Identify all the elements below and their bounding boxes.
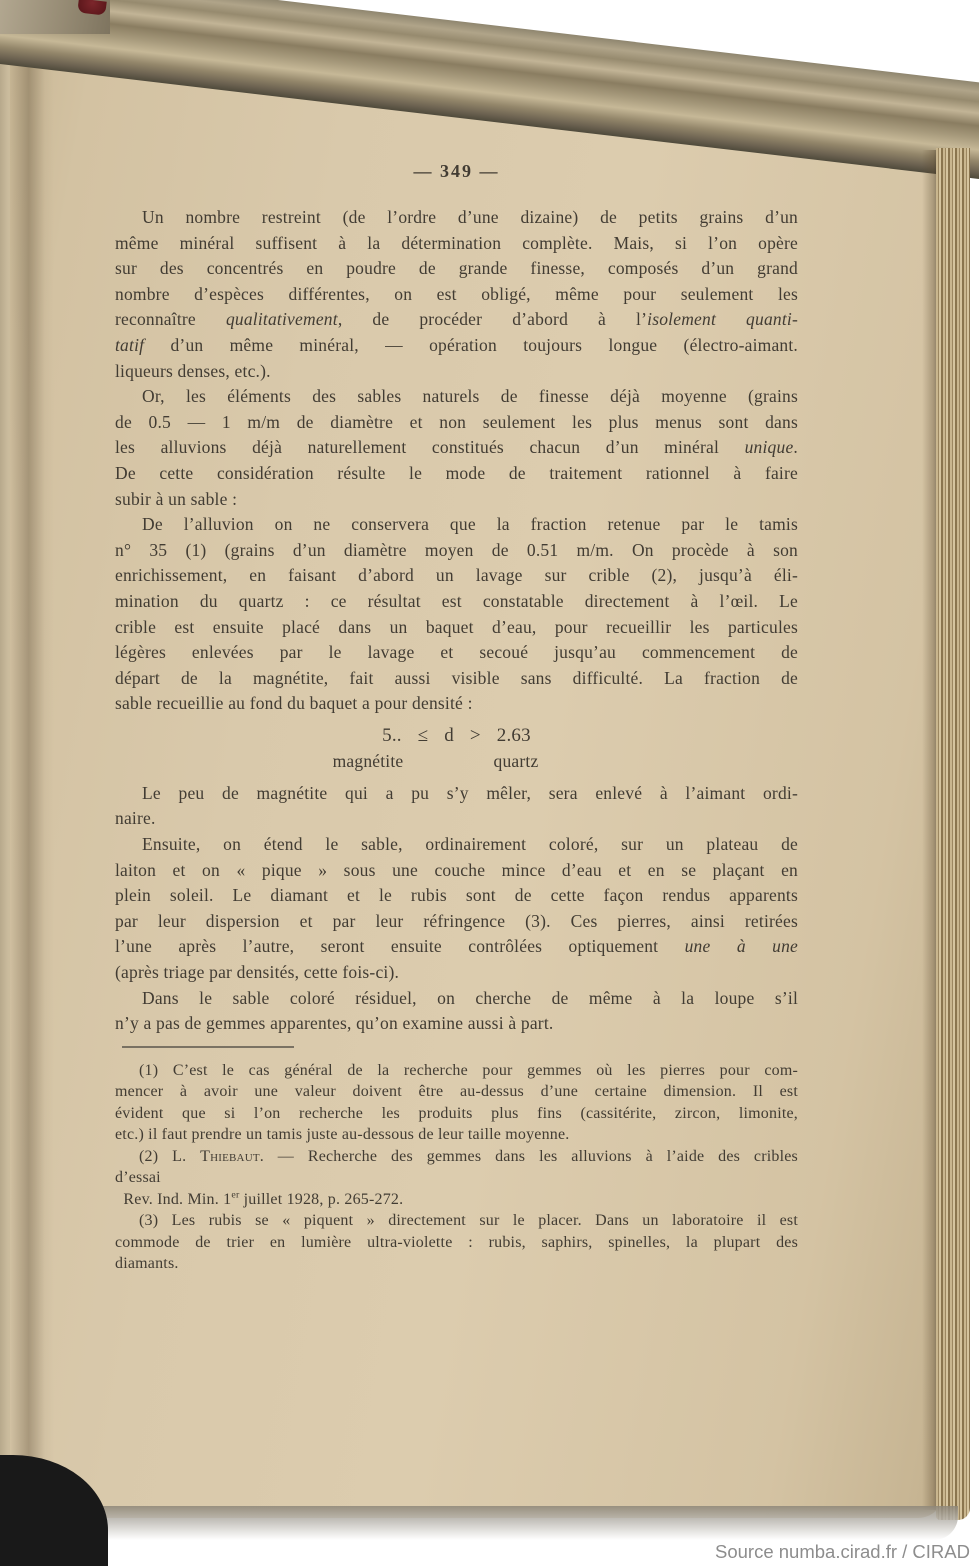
text-line: enrichissement, en faisant d’abord un lavage sur crible (2), jusqu’à éli-	[115, 565, 798, 586]
footnote-3	[115, 1210, 798, 1275]
text-line: De cette considération résulte le mode de traitement rationnel à faire	[115, 462, 798, 483]
paragraph-4	[115, 781, 798, 832]
page-text-block	[115, 158, 798, 1275]
text-line: de 0.5 — 1 m/m de diamètre et non seulement les plus menus sont dans	[115, 411, 798, 432]
text-line: légères enlevées par le lavage et secoué jusqu’au commencement de	[115, 642, 798, 663]
text-line: Or, les éléments des sables naturels de finesse déjà moyenne (grains	[142, 386, 798, 407]
paragraph-6	[115, 986, 798, 1037]
text-line: Un nombre restreint (de l’ordre d’une dizaine) de petits grains d’un	[142, 207, 798, 227]
text-line: sur des concentrés en poudre de grande finesse, composés d’un grand	[115, 258, 798, 279]
paragraph-1	[115, 205, 798, 384]
text-line: Dans le sable coloré résiduel, on cherche de même à la loupe s’il	[142, 987, 798, 1008]
source-watermark: Source numba.cirad.fr / CIRAD	[715, 1541, 970, 1562]
text-line: n° 35 (1) (grains d’un diamètre moyen de 0.51 m/m. On procède à son	[115, 539, 798, 560]
paragraph-2	[115, 384, 798, 512]
text-line: diamants.	[115, 1255, 179, 1273]
text-line: commode de trier en lumière ultra-violette : rubis, saphirs, spinelles, la plupart des	[115, 1233, 798, 1251]
text-line: sable recueillie au fond du baquet a pour densité :	[115, 693, 473, 714]
text-line: crible est ensuite placé dans un baquet d’eau, pour recueillir les particules	[115, 616, 798, 637]
text-line: l’une après l’autre, seront ensuite contrôlées optiquement une à une	[115, 936, 799, 957]
text-line: De l’alluvion on ne conservera que la fraction retenue par le tamis	[142, 514, 798, 535]
text-line: Le peu de magnétite qui a pu s’y mêler, sera enlevé à l’aimant ordi-	[142, 782, 798, 803]
text-line: Ensuite, on étend le sable, ordinairement coloré, sur un plateau de	[142, 834, 798, 855]
footnote-2	[115, 1146, 798, 1211]
text-line: naire.	[115, 808, 156, 829]
text-line: (3) Les rubis se « piquent » directement sur le placer. Dans un laboratoire il est	[139, 1212, 798, 1230]
text-line: nombre d’espèces différentes, on est obligé, même pour seulement les	[115, 283, 798, 304]
formula-labels	[115, 749, 798, 773]
text-line: (après triage par densités, cette fois-ci).	[115, 962, 400, 983]
text-line: n’y a pas de gemmes apparentes, qu’on examine aussi à part.	[115, 1013, 554, 1034]
footnote-separator-rule	[122, 1046, 294, 1048]
text-line: Rev. Ind. Min. 1er juillet 1928, p. 265-272.	[115, 1189, 404, 1208]
footnote-1	[115, 1060, 798, 1146]
text-line: les alluvions déjà naturellement constitués chacun d’un minéral unique.	[115, 437, 798, 458]
text-line: etc.) il faut prendre un tamis juste au-dessous de leur taille moyenne.	[115, 1126, 570, 1144]
page-number: — 349 —	[413, 161, 500, 181]
text-line: même minéral suffisent à la détermination complète. Mais, si l’on opère	[115, 232, 798, 253]
formula-label-quartz: quartz	[493, 750, 539, 771]
density-formula	[115, 723, 798, 773]
text-line: (1) C’est le cas général de la recherche pour gemmes où les pierres pour com-	[139, 1061, 798, 1079]
page-gutter-shadow	[8, 60, 54, 1490]
text-line: reconnaître qualitativement, de procéder d’abord à l’isolement quanti-	[115, 309, 798, 330]
formula-label-magnetite: magnétite	[332, 750, 404, 771]
text-line: subir à un sable :	[115, 488, 238, 509]
text-line: (2) L. Thiebaut. — Recherche des gemmes dans les alluvions à l’aide des cribles	[139, 1147, 798, 1165]
text-line: mencer à avoir une valeur doivent être au-dessus d’une certaine dimension. Il est	[115, 1083, 798, 1101]
text-line: tatif d’un même minéral, — opération toujours longue (électro-aimant.	[115, 334, 798, 355]
paragraph-3	[115, 512, 798, 717]
text-line: évident que si l’on recherche les produits plus fins (cassitérite, zircon, limonite,	[115, 1104, 798, 1122]
text-line: mination du quartz : ce résultat est constatable directement à l’œil. Le	[115, 590, 798, 611]
text-line: d’essai	[115, 1169, 161, 1187]
text-line: départ de la magnétite, fait aussi visible sans difficulté. La fraction de	[115, 667, 798, 688]
text-line: liqueurs denses, etc.).	[115, 360, 271, 381]
text-line: laiton et on « pique » sous une couche mince d’eau et en se plaçant en	[115, 859, 798, 880]
text-line: par leur dispersion et par leur réfringence (3). Ces pierres, ainsi retirées	[115, 910, 798, 931]
paragraph-5	[115, 832, 798, 986]
text-line: plein soleil. Le diamant et le rubis sont de cette façon rendus apparents	[115, 885, 798, 906]
formula-expression: 5.. ≤ d > 2.63	[382, 724, 531, 746]
book-right-page-edges	[936, 148, 970, 1520]
book-bottom-shadow	[14, 1506, 958, 1540]
